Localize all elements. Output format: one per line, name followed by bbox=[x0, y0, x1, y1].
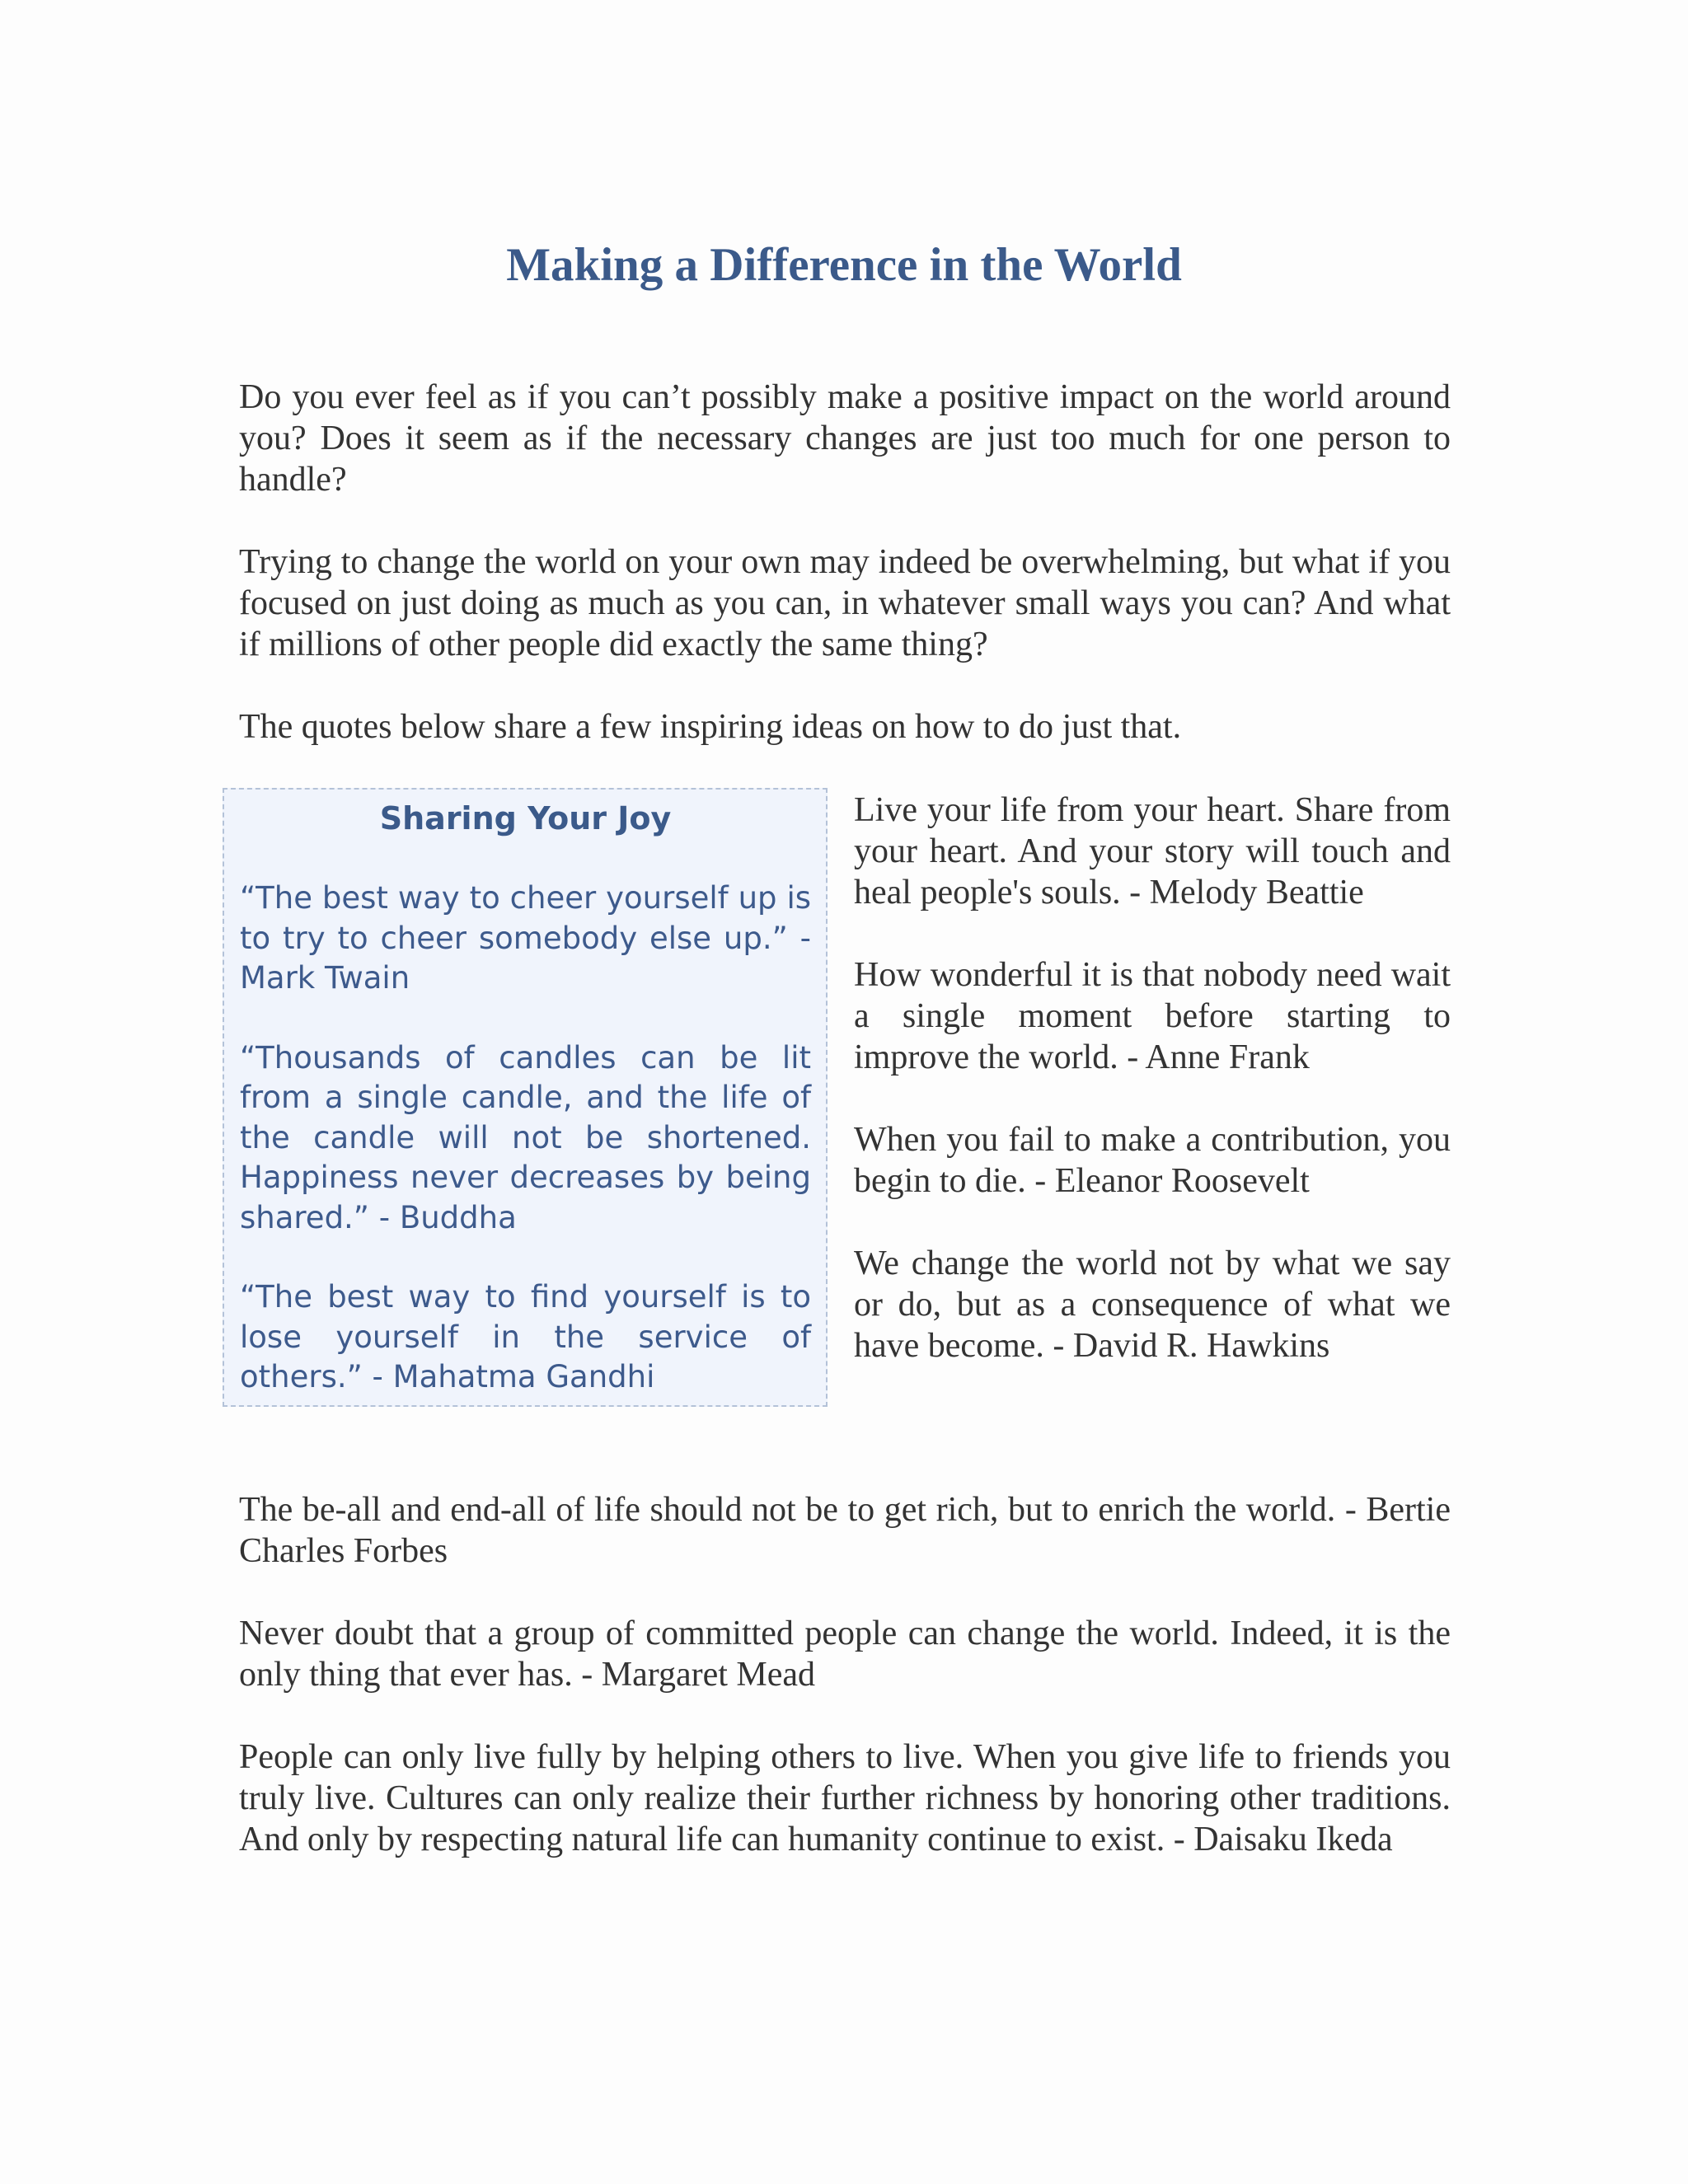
intro-paragraph: The quotes below share a few inspiring ideas on how to do just that. bbox=[239, 708, 1182, 746]
sidebar-quote: “The best way to find yourself is to lose yourself in the service of others.” - Mahatma Gandhi bbox=[240, 1279, 811, 1394]
intro-paragraph: Trying to change the world on your own may indeed be overwhelming, but what if you focused on just doing as much as you can, in whatever small ways you can? And what if millions of other people did exactly the same thing? bbox=[239, 543, 1451, 663]
quote-paragraph: We change the world not by what we say or do, but as a consequence of what we have become. - David R. Hawkins bbox=[854, 1244, 1451, 1365]
quote-paragraph: Live your life from your heart. Share from your heart. And your story will touch and heal people's souls. - Melody Beattie bbox=[854, 791, 1451, 912]
quote-paragraph: How wonderful it is that nobody need wait a single moment before starting to improve the world. - Anne Frank bbox=[854, 956, 1451, 1076]
intro-paragraph: Do you ever feel as if you can’t possibly make a positive impact on the world around you? Does it seem as if the necessary changes are just too much for one person to handle? bbox=[239, 378, 1451, 499]
right-quote-column bbox=[854, 790, 1451, 1408]
sharing-your-joy-sidebar bbox=[223, 788, 828, 1407]
sidebar-quote: “Thousands of candles can be lit from a single candle, and the life of the candle will not be shortened. Happiness never decreases by being shared.” - Buddha bbox=[240, 1039, 811, 1235]
quote-paragraph: When you fail to make a contribution, you begin to die. - Eleanor Roosevelt bbox=[854, 1121, 1451, 1200]
quote-paragraph: People can only live fully by helping others to live. When you give life to friends you truly live. Cultures can only realize their further richness by honoring other traditions. And only by respecting natural life can humanity continue to exist. - Daisaku Ikeda bbox=[239, 1738, 1451, 1858]
page-title: Making a Difference in the World bbox=[506, 239, 1182, 291]
quote-paragraph: Never doubt that a group of committed people can change the world. Indeed, it is the only thing that ever has. - Margaret Mead bbox=[239, 1615, 1451, 1694]
sidebar-quote: “The best way to cheer yourself up is to try to cheer somebody else up.” - Mark Twain bbox=[240, 880, 811, 996]
sidebar-title: Sharing Your Joy bbox=[379, 800, 672, 837]
quote-paragraph: The be-all and end-all of life should not be to get rich, but to enrich the world. - Bertie Charles Forbes bbox=[239, 1491, 1451, 1570]
